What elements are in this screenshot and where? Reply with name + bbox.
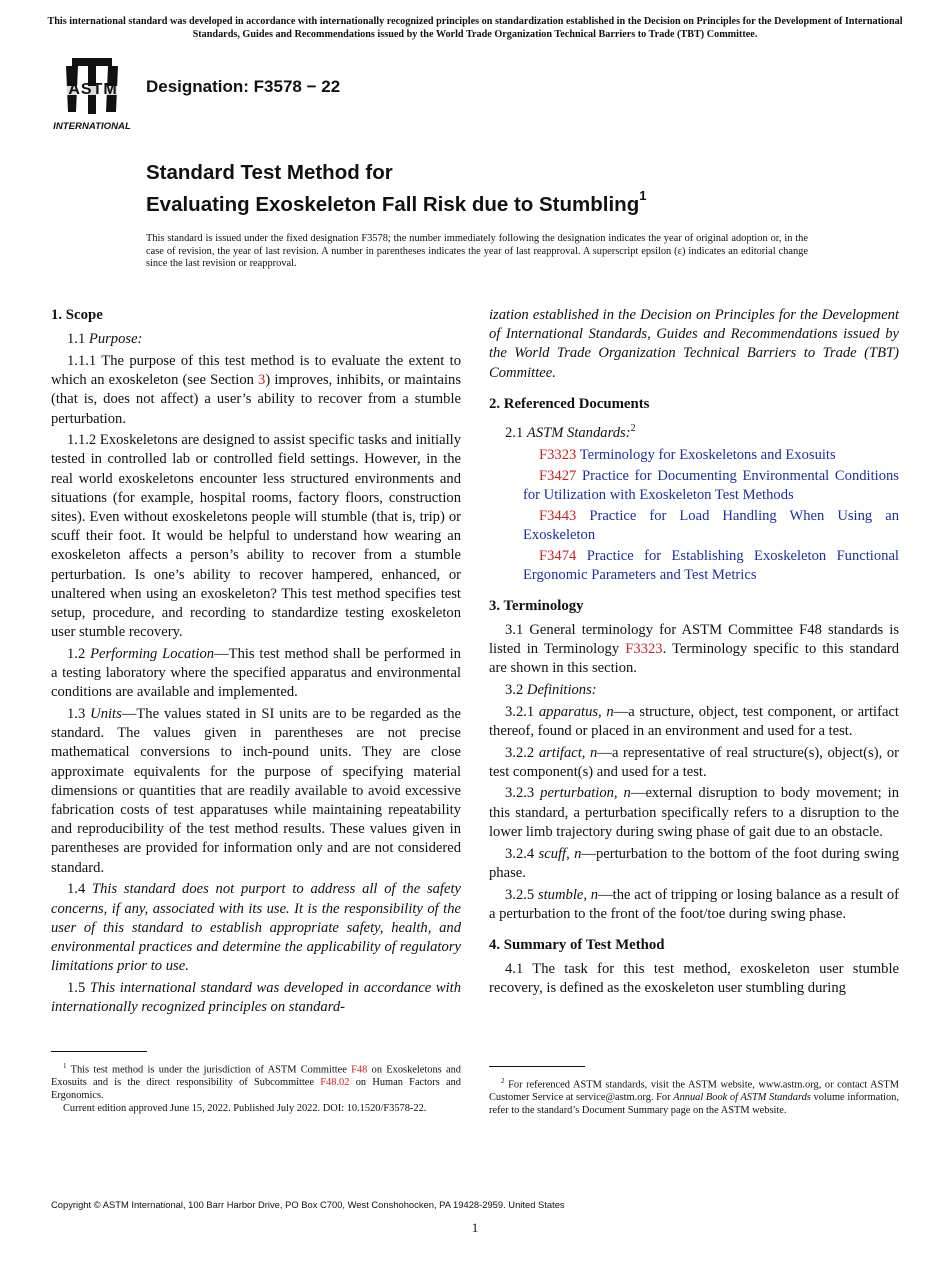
- para-label: Performing Location: [90, 645, 215, 662]
- para-label: Definitions:: [526, 681, 597, 698]
- para-number: 3.2.4: [505, 845, 535, 862]
- definition-item: [489, 703, 899, 741]
- reference-code[interactable]: F3443: [539, 507, 577, 524]
- title-main: Evaluating Exoskeleton Fall Risk due to Stumbling: [146, 192, 640, 216]
- footnote-text: For referenced ASTM standards, visit the ASTM website, www.astm.org, or contact ASTM Customer Service at service@astm.org. For: [489, 1079, 899, 1104]
- para-number: 3.2: [505, 681, 524, 698]
- title-footnote-mark: 1: [639, 188, 647, 203]
- section-heading-referenced-documents: 2. Referenced Documents: [489, 395, 650, 412]
- definition-item: [489, 845, 899, 883]
- footnote-text: This test method is under the jurisdiction of ASTM Committee: [70, 1064, 352, 1076]
- footnote-2: [489, 1075, 899, 1117]
- top-notice: This international standard was developed in accordance with internationally recognized principles on standardization established in the Decision on Principles for the Development of International Standards, Guides and Recommendations issued by the World Trade Organization Technical Barriers to Trade (TBT) Committee.: [47, 16, 903, 40]
- section-heading-terminology: 3. Terminology: [489, 597, 584, 614]
- title-line-1: Standard Test Method for: [146, 161, 393, 184]
- reference-item[interactable]: [489, 446, 899, 465]
- para-4-1: 4.1 The task for this test method, exoskeleton user stumble recovery, is defined as the exoskeleton user stumbling during: [489, 961, 899, 997]
- section-heading-scope: 1. Scope: [51, 307, 103, 323]
- para-label: Units: [90, 706, 122, 723]
- definition-term: perturbation, n: [540, 785, 631, 802]
- para-number: 2.1: [505, 424, 524, 441]
- para-1-5: [51, 979, 461, 1017]
- para-1-1: [51, 330, 461, 349]
- footnote-1-edition: Current edition approved June 15, 2022. Published July 2022. DOI: 10.1520/F3578-22.: [63, 1103, 427, 1115]
- footnote-text: on Exoskeletons and Exosuits and is the direct responsibility of Subcommittee: [51, 1064, 461, 1089]
- para-text: 1.1.1 The purpose of this test method is to evaluate the extent to which an exoskeleton (see Section: [51, 352, 461, 389]
- definition-item: [489, 784, 899, 842]
- para-1-3: [51, 705, 461, 878]
- definition-text: —a structure, object, test component, or artifact thereof, found or placed in an environment and used for a test.: [489, 703, 899, 739]
- astm-logo: [52, 58, 134, 132]
- para-number: 1.3: [67, 706, 86, 723]
- reference-list: [489, 446, 899, 585]
- reference-item[interactable]: [489, 507, 899, 545]
- definition-term: artifact, n: [538, 744, 598, 761]
- definition-item: [489, 886, 899, 924]
- para-label: ASTM Standards:: [526, 424, 631, 441]
- para-text: This international standard was developed in accordance with internationally recognized principles on standard-: [51, 979, 462, 1016]
- para-text: This standard does not purport to address all of the safety concerns, if any, associated with its use. It is the responsibility of the user of this standard to establish appropriate safety, health, and environmental practices and determine the applicability of regulatory limitations prior to use.: [51, 881, 461, 975]
- para-1-2: [51, 645, 461, 703]
- footnote-1-text: [51, 1060, 461, 1102]
- para-text: . Terminology specific to this standard are shown in this section.: [489, 641, 900, 677]
- para-text: ) improves, inhibits, or maintains (that is, does not affect) a user’s ability to recover from a stumble perturbation.: [51, 372, 461, 427]
- f3323-link[interactable]: F3323: [625, 641, 663, 658]
- definition-term: stumble, n: [537, 886, 599, 903]
- para-text: 3.1 General terminology for ASTM Committee F48 standards is listed in Terminology: [489, 621, 899, 658]
- para-text: —This test method shall be performed in a testing laboratory where the specified apparatus and environmental conditions are available and implemented.: [51, 645, 461, 701]
- footnote-text: on Human Factors and Ergonomics.: [51, 1077, 461, 1102]
- definition-text: —perturbation to the bottom of the foot during swing phase.: [489, 845, 899, 881]
- logo-text: ASTM: [68, 81, 118, 98]
- para-3-1: [489, 621, 899, 679]
- para-number: 3.2.3: [505, 785, 535, 802]
- logo-subtext: INTERNATIONAL: [53, 121, 131, 132]
- footnote-text: Annual Book of ASTM Standards: [673, 1092, 811, 1104]
- reference-code[interactable]: F3323: [539, 446, 577, 463]
- reference-item[interactable]: [489, 547, 899, 585]
- footnote-mark: 2: [501, 1077, 505, 1085]
- reference-title[interactable]: Practice for Establishing Exoskeleton Functional Ergonomic Parameters and Test Metrics: [523, 548, 899, 583]
- footnote-text: volume information, refer to the standard’s Document Summary page on the ASTM website.: [489, 1092, 899, 1117]
- para-1-5-continued: [489, 306, 899, 383]
- reference-code[interactable]: F3474: [539, 548, 577, 565]
- footnote-rule-right: [489, 1066, 585, 1067]
- para-number: 1.4: [67, 881, 86, 898]
- para-number: 1.1: [67, 331, 86, 348]
- para-number: 3.2.1: [505, 703, 535, 720]
- section-heading-summary: 4. Summary of Test Method: [489, 936, 665, 953]
- reference-title[interactable]: Practice for Load Handling When Using an Exoskeleton: [523, 507, 899, 543]
- definition-term: apparatus, n: [538, 703, 614, 720]
- right-column: [489, 306, 899, 1001]
- reference-item[interactable]: [489, 467, 899, 505]
- reference-title[interactable]: Terminology for Exoskeletons and Exosuits: [579, 446, 836, 463]
- f48-link[interactable]: F48: [351, 1064, 368, 1076]
- issuance-notice: This standard is issued under the fixed designation F3578; the number immediately following the designation indicates the year of original adoption or, in the case of revision, the year of last revision. A number in parentheses indicates the year of last reapproval. A superscript epsilon (ε) indicates an editorial change since the last revision or reapproval.: [146, 233, 808, 270]
- reference-code[interactable]: F3427: [539, 467, 577, 484]
- para-1-4: [51, 880, 461, 976]
- page-number: 1: [471, 1220, 479, 1235]
- para-label: Purpose:: [88, 331, 143, 348]
- reference-title[interactable]: Practice for Documenting Environmental Conditions for Utilization with Exoskeleton Test Methods: [523, 467, 899, 503]
- definition-term: scuff, n: [538, 845, 582, 862]
- section-3-link[interactable]: 3: [258, 372, 266, 389]
- definition-item: [489, 744, 899, 782]
- designation: Designation: F3578 − 22: [146, 77, 341, 96]
- para-2-1: [489, 419, 899, 443]
- para-number: 3.2.5: [505, 886, 535, 903]
- definition-text: —external disruption to body movement; in this standard, a perturbation specifically refers to a disruption to the lower limb trajectory during swing phase of gait due to an obstacle.: [489, 785, 899, 840]
- para-1-1-2: 1.1.2 Exoskeletons are designed to assist specific tasks and initially tested in controlled lab or controlled field settings. However, in the real world exoskeletons encounter less structured environments and situations (for example, hospital rooms, factory floors, construction sites). Even without exoskeletons people will stumble (that is, trip) or scuff their foot. It would be helpful to understand how wearing an exoskeleton affects a person’s ability to recover from a stumble perturbation. Is one’s ability to recover hampered, enhanced, or unaltered when using an exoskeleton? This test method specifies test setup, procedure, and recording to standardize testing exoskeleton user stumble recovery.: [51, 432, 461, 641]
- para-1-1-1: [51, 352, 461, 429]
- definition-text: —a representative of real structure(s), object(s), or test component(s) and used for a test.: [489, 744, 899, 780]
- footnote-ref-2: 2: [630, 423, 636, 435]
- title-line-2: [146, 186, 646, 218]
- definition-text: —the act of tripping or losing balance as a result of a perturbation to the front of the foot/toe during swing phase.: [489, 886, 899, 922]
- document-title: [146, 160, 646, 218]
- footnote-2-text: [489, 1075, 899, 1117]
- para-text: ization established in the Decision on Principles for the Development of International Standards, Guides and Recommendations issued by the World Trade Organization Technical Barriers to Trade (TBT) Committee.: [489, 307, 899, 381]
- footnote-mark: 1: [63, 1062, 67, 1070]
- footnote-rule-left: [51, 1051, 147, 1052]
- footnote-1: [51, 1060, 461, 1115]
- para-text: —The values stated in SI units are to be regarded as the standard. The values given in parentheses are not precise mathematical conversions to inch-pound units. They are close approximate equivalents for the purpose of specifying material dimensions or quantities that are readily available to avoid excessive fabrication costs of test apparatuses while maintaining repeatability and reproducibility of the test method results. These values given in parentheses are provided for information only and are not considered standard.: [51, 706, 461, 876]
- copyright-notice: Copyright © ASTM International, 100 Barr Harbor Drive, PO Box C700, West Conshohocken, PA 19428-2959. United States: [51, 1199, 565, 1210]
- para-number: 1.5: [67, 979, 86, 996]
- f48-02-link[interactable]: F48.02: [320, 1077, 350, 1089]
- para-3-2: [489, 681, 899, 700]
- para-number: 3.2.2: [505, 744, 535, 761]
- left-column: [51, 306, 461, 1020]
- para-number: 1.2: [67, 645, 86, 662]
